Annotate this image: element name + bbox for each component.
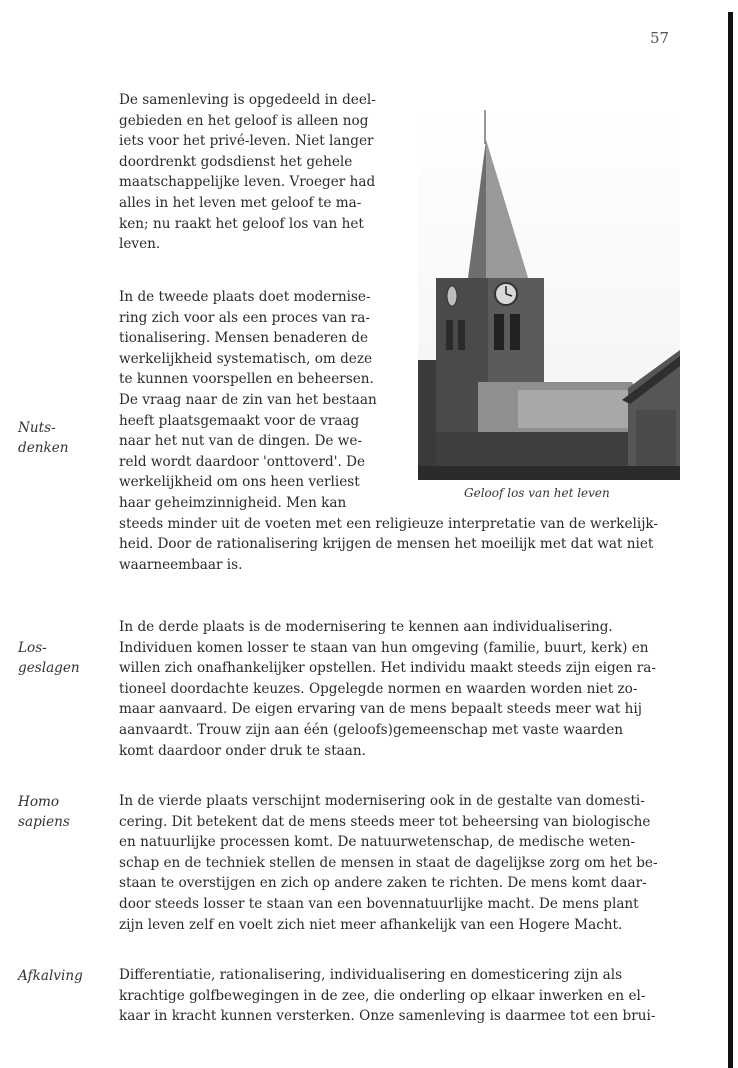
paragraph-4 <box>119 791 679 935</box>
text-line: De vraag naar de zin van het bestaan <box>119 391 377 408</box>
text-line: staan te overstijgen en zich op andere zaken te richten. De mens komt daar- <box>119 875 647 892</box>
margin-note-losgeslagen <box>18 638 113 678</box>
text-line: heid. Door de rationalisering krijgen de mensen het moeilijk met dat wat niet <box>119 536 654 553</box>
margin-note-nutsdenken <box>18 418 113 458</box>
text-line: In de derde plaats is de modernisering te kennen aan individualisering. <box>119 619 613 635</box>
margin-note-line: geslagen <box>18 660 80 676</box>
paragraph-2 <box>119 287 679 575</box>
text-line: maatschappelijke leven. Vroeger had <box>119 174 376 191</box>
text-line: ring zich voor als een proces van ra- <box>119 309 370 326</box>
text-line: leven. <box>119 236 161 253</box>
text-line: In de vierde plaats verschijnt modernisering ook in de gestalte van domesti- <box>119 793 645 809</box>
margin-note-line: Los- <box>18 640 47 656</box>
text-line: tioneel doordachte keuzes. Opgelegde normen en waarden worden niet zo- <box>119 680 638 697</box>
text-line: gebieden en het geloof is alleen nog <box>119 112 369 129</box>
text-line: ken; nu raakt het geloof los van het <box>119 215 364 232</box>
text-line: aanvaardt. Trouw zijn aan één (geloofs)gemeenschap met vaste waarden <box>119 721 624 738</box>
margin-note-line: Afkalving <box>18 968 83 984</box>
margin-note-line: Nuts- <box>18 420 56 436</box>
margin-note-afkalving <box>18 966 113 986</box>
text-line: tionalisering. Mensen benaderen de <box>119 330 369 347</box>
text-line: krachtige golfbewegingen in de zee, die onderling op elkaar inwerken en el- <box>119 987 646 1004</box>
text-line: schap en de techniek stellen de mensen in staat de dagelijkse zorg om het be- <box>119 854 658 871</box>
paragraph-5 <box>119 965 679 1027</box>
text-line: steeds minder uit de voeten met een religieuze interpretatie van de werkelijk- <box>119 515 659 532</box>
text-line: De samenleving is opgedeeld in deel- <box>119 92 376 108</box>
figure-caption: Geloof los van het leven <box>464 486 610 500</box>
text-line: doordrenkt godsdienst het gehele <box>119 153 353 170</box>
paragraph-1 <box>119 90 387 255</box>
text-line: In de tweede plaats doet modernise- <box>119 289 371 305</box>
text-line: waarneembaar is. <box>119 556 243 573</box>
text-line: en natuurlijke processen komt. De natuurwetenschap, de medische weten- <box>119 834 636 851</box>
paragraph-3 <box>119 617 679 761</box>
margin-note-homo-sapiens <box>18 792 113 832</box>
text-line: kaar in kracht kunnen versterken. Onze samenleving is daarmee tot een brui- <box>119 1008 656 1025</box>
text-line: haar geheimzinnigheid. Men kan <box>119 494 347 511</box>
text-line: heeft plaatsgemaakt voor de vraag <box>119 412 360 429</box>
text-line: Individuen komen losser te staan van hun omgeving (familie, buurt, kerk) en <box>119 639 649 656</box>
margin-note-line: denken <box>18 440 69 456</box>
text-line: door steeds losser te staan van een bovennatuurlijke macht. De mens plant <box>119 895 639 912</box>
text-line: maar aanvaard. De eigen ervaring van de mens bepaalt steeds meer wat hij <box>119 701 642 718</box>
text-line: Differentiatie, rationalisering, individualisering en domesticering zijn als <box>119 967 623 983</box>
text-line: alles in het leven met geloof te ma- <box>119 194 362 211</box>
text-line: naar het nut van de dingen. De we- <box>119 433 363 450</box>
page-number: 57 <box>650 29 670 47</box>
text-line: iets voor het privé-leven. Niet langer <box>119 133 374 150</box>
text-line: werkelijkheid om ons heen verliest <box>119 474 360 491</box>
margin-note-line: Homo <box>18 794 60 810</box>
text-line: werkelijkheid systematisch, om deze <box>119 350 373 367</box>
text-line: zijn leven zelf en voelt zich niet meer afhankelijk van een Hogere Macht. <box>119 916 623 933</box>
text-line: komt daardoor onder druk te staan. <box>119 742 366 759</box>
text-line: willen zich onafhankelijker opstellen. Het individu maakt steeds zijn eigen ra- <box>119 660 656 677</box>
text-line: reld wordt daardoor 'onttoverd'. De <box>119 453 366 470</box>
text-line: te kunnen voorspellen en beheersen. <box>119 371 374 388</box>
text-line: cering. Dit betekent dat de mens steeds meer tot beheersing van biologische <box>119 813 651 830</box>
page-edge-bar <box>728 12 733 1068</box>
margin-note-line: sapiens <box>18 814 70 830</box>
